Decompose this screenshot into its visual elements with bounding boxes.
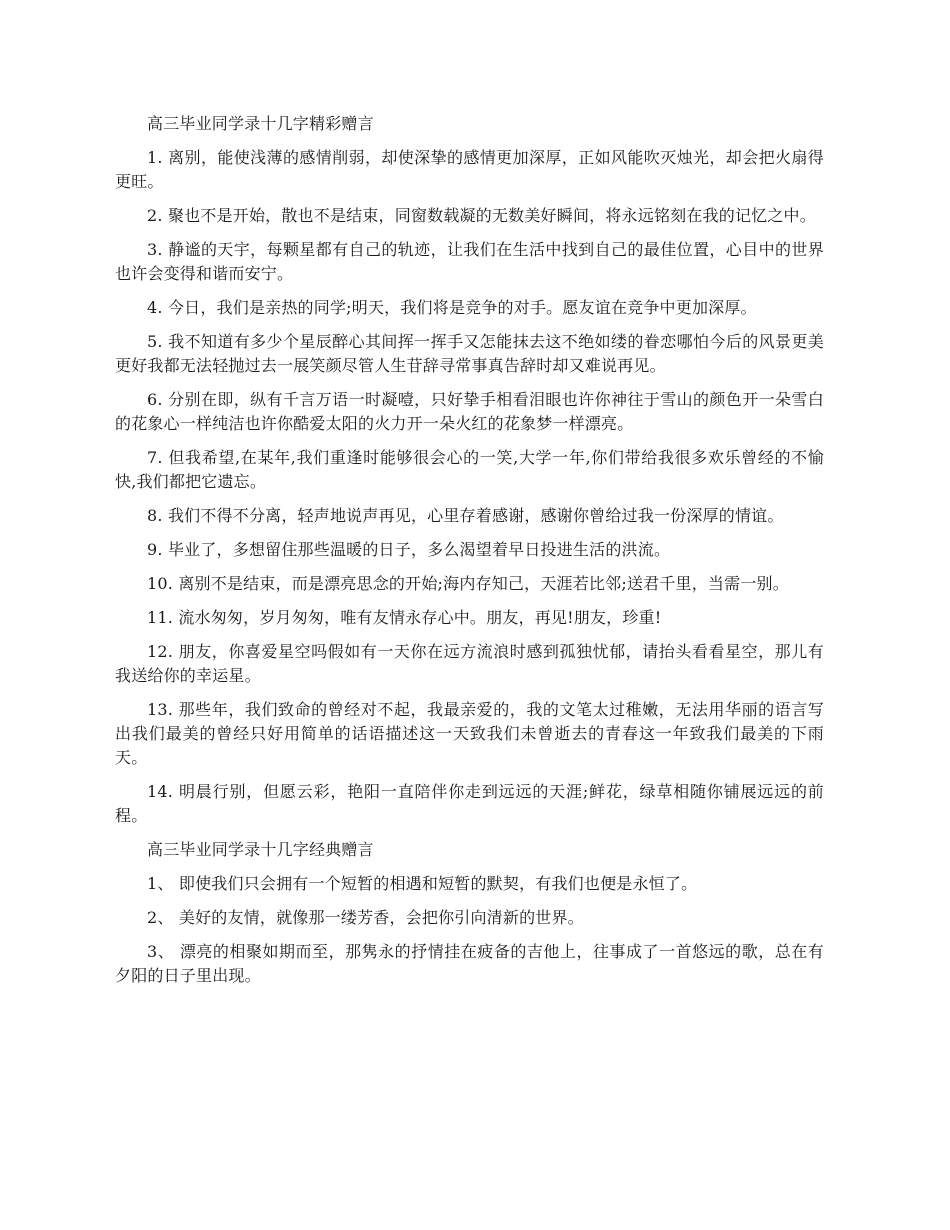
section-1-item-13: 13. 那些年，我们致命的曾经对不起，我最亲爱的，我的文笔太过稚嫩，无法用华丽的语言写出我们最美的曾经只好用简单的话语描述这一天致我们未曾逝去的青春这一年致我们最美的下雨天。	[115, 700, 824, 767]
section-2-item-2: 2、 美好的友情，就像那一缕芳香，会把你引向清新的世界。	[147, 908, 584, 927]
section-1-item-8: 8. 我们不得不分离，轻声地说声再见，心里存着感谢，感谢你曾给过我一份深厚的情谊。	[147, 506, 784, 525]
section-1-item-9: 9. 毕业了，多想留住那些温暖的日子，多么渴望着早日投进生活的洪流。	[147, 540, 671, 559]
section-1-item-3: 3. 静谧的天宇，每颗星都有自己的轨迹，让我们在生活中找到自己的最佳位置，心目中的世界也许会变得和谐而安宁。	[115, 240, 824, 283]
section-1-item-6: 6. 分别在即，纵有千言万语一时凝噎，只好挚手相看泪眼也许你神往于雪山的颜色开一朵雪白的花象心一样纯洁也许你酷爱太阳的火力开一朵火红的花象梦一样漂亮。	[115, 390, 824, 433]
section-2-heading: 高三毕业同学录十几字经典赠言	[147, 840, 374, 859]
section-2-item-3: 3、 漂亮的相聚如期而至，那隽永的抒情挂在疲备的吉他上，往事成了一首悠远的歌，总在有夕阳的日子里出现。	[115, 942, 824, 985]
section-1-item-7: 7. 但我希望,在某年,我们重逢时能够很会心的一笑,大学一年,你们带给我很多欢乐曾经的不愉快,我们都把它遗忘。	[115, 448, 824, 491]
section-1-item-10: 10. 离别不是结束，而是漂亮思念的开始;海内存知己，天涯若比邻;送君千里，当需一别。	[147, 574, 789, 593]
section-1-item-12: 12. 朋友，你喜爱星空吗假如有一天你在远方流浪时感到孤独忧郁，请抬头看看星空，那儿有我送给你的幸运星。	[115, 642, 824, 685]
section-1-item-1: 1. 离别，能使浅薄的感情削弱，却使深挚的感情更加深厚，正如风能吹灭烛光，却会把火扇得更旺。	[115, 148, 824, 191]
section-2-item-1: 1、 即使我们只会拥有一个短暂的相遇和短暂的默契，有我们也便是永恒了。	[147, 874, 698, 893]
section-1-heading: 高三毕业同学录十几字精彩赠言	[147, 114, 374, 133]
section-1-item-5: 5. 我不知道有多少个星辰醉心其间挥一挥手又怎能抹去这不绝如缕的眷恋哪怕今后的风景更美更好我都无法轻抛过去一展笑颜尽管人生苷辞寻常事真告辞时却又难说再见。	[115, 332, 824, 375]
section-1-item-14: 14. 明晨行别，但愿云彩，艳阳一直陪伴你走到远远的天涯;鲜花，绿草相随你铺展远远的前程。	[115, 782, 824, 825]
section-1-item-2: 2. 聚也不是开始，散也不是结束，同窗数载凝的无数美好瞬间，将永远铭刻在我的记忆之中。	[147, 206, 816, 225]
section-1-item-11: 11. 流水匆匆，岁月匆匆，唯有友情永存心中。朋友，再见!朋友，珍重!	[147, 608, 662, 627]
section-1-item-4: 4. 今日，我们是亲热的同学;明天，我们将是竞争的对手。愿友谊在竞争中更加深厚。	[147, 298, 757, 317]
